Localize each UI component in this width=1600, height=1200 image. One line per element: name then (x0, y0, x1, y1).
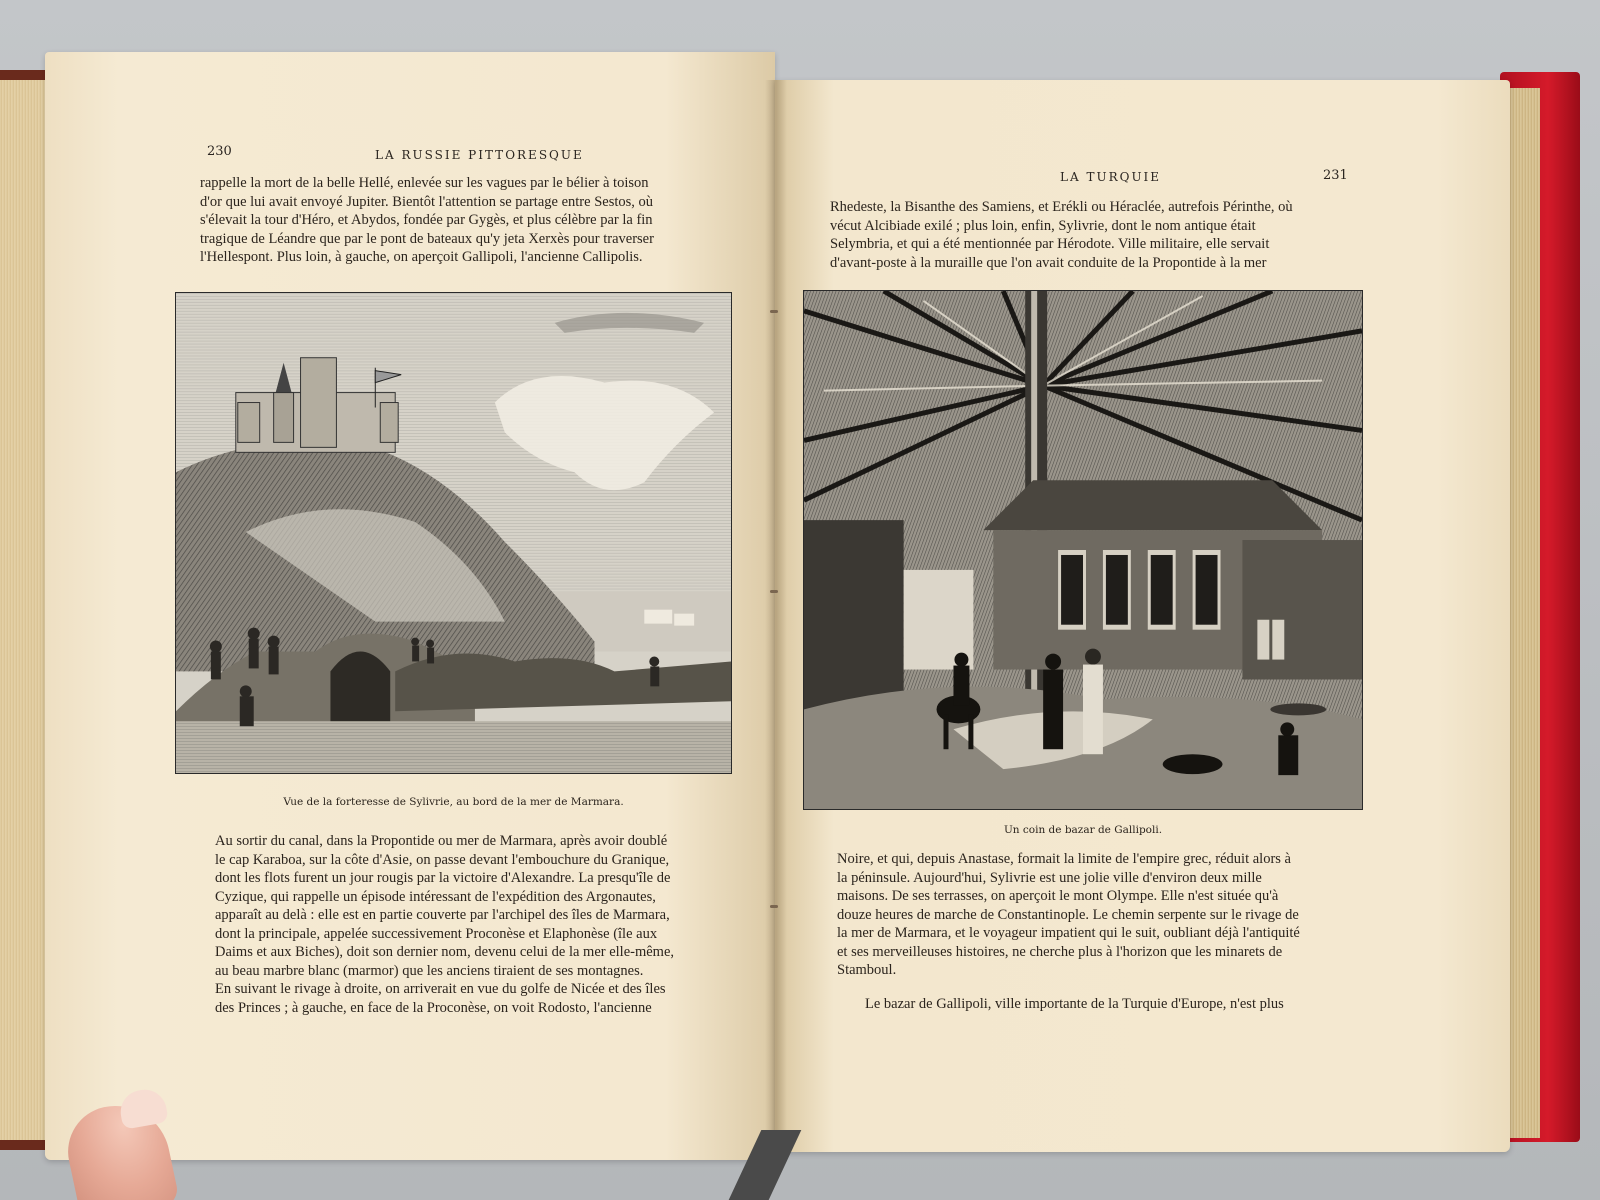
text-line: tragique de Léandre que par le pont de bateaux qu'y jeta Xerxès pour traverser (200, 230, 654, 247)
right-figure-caption: Un coin de bazar de Gallipoli. (1003, 824, 1163, 836)
binding-stitch (770, 310, 778, 313)
text-line: l'Hellespont. Plus loin, à gauche, on aperçoit Gallipoli, l'ancienne Callipolis. (200, 249, 643, 265)
bazaar-engraving (803, 290, 1363, 810)
left-figure-caption: Vue de la forteresse de Sylivrie, au bord de la mer de Marmara. (283, 796, 624, 808)
text-line: Stamboul. (837, 962, 897, 978)
right-top-text (830, 198, 1335, 272)
text-line: le cap Karaboa, sur la côte d'Asie, on passe devant l'embouchure du Granique, (215, 851, 670, 868)
left-bottom-text (215, 832, 770, 1017)
text-line: des Princes ; à gauche, en face de la Proconèse, on voit Rodosto, l'ancienne (215, 999, 652, 1016)
text-line: d'avant-poste à la muraille que l'on avait conduite de la Propontide à la mer (830, 254, 1267, 271)
text-line: Rhedeste, la Bisanthe des Samiens, et Erékli ou Héraclée, autrefois Périnthe, où (830, 199, 1293, 215)
text-line: Selymbria, et qui a été mentionnée par Hérodote. Ville militaire, elle servait (830, 236, 1270, 252)
text-line: douze heures de marche de Constantinople. Le chemin serpente sur le rivage de (837, 906, 1299, 923)
text-line: et ses merveilleuses histoires, ne cherche plus à l'horizon que les minarets de (837, 943, 1283, 960)
right-page (775, 80, 1510, 1152)
text-line: dont la principale, appelée successivement Proconèse et Elaphonèse (île aux (215, 925, 658, 942)
left-running-head: LA RUSSIE PITTORESQUE (375, 148, 584, 162)
left-top-text (200, 174, 755, 267)
text-line: Au sortir du canal, dans la Propontide ou mer de Marmara, après avoir doublé (215, 833, 668, 849)
fortress-engraving (175, 292, 732, 774)
text-line: dont les flots furent un jour rougis par la victoire d'Alexandre. La presqu'île de (215, 870, 671, 886)
text-line: s'élevait la tour d'Héro, et Abydos, fondée par Gygès, et plus célèbre par la fin (200, 212, 653, 228)
text-line: apparaît au delà : elle est en partie couverte par l'archipel des îles de Marmara, (215, 907, 670, 923)
left-page-number: 230 (207, 144, 232, 159)
text-line: au beau marbre blanc (marmor) que les anciens tiraient de ses montagnes. (215, 962, 644, 979)
text-line: Noire, et qui, depuis Anastase, formait la limite de l'empire grec, réduit alors à (837, 851, 1291, 867)
text-line: la péninsule. Aujourd'hui, Sylivrie est une jolie ville d'environ deux mille (837, 869, 1262, 886)
text-line: vécut Alcibiade exilé ; plus loin, enfin, Sylivrie, dont le nom antique était (830, 217, 1256, 234)
left-page (45, 52, 775, 1160)
binding-stitch (770, 905, 778, 908)
right-bottom-text (837, 850, 1337, 980)
right-last-line: Le bazar de Gallipoli, ville importante de la Turquie d'Europe, n'est plus (865, 996, 1284, 1012)
text-line: rappelle la mort de la belle Hellé, enlevée sur les vagues par le bélier à toison (200, 175, 649, 191)
right-page-number: 231 (1323, 168, 1348, 183)
binding-stitch (770, 590, 778, 593)
book-gutter (765, 80, 787, 1160)
text-line: maisons. De ses terrasses, on aperçoit le mont Olympe. Elle n'est située qu'à (837, 888, 1279, 904)
text-line: d'or que lui avait envoyé Jupiter. Bientôt l'attention se partage entre Sestos, où (200, 193, 654, 210)
text-line: Daims et aux Biches), doit son dernier nom, devenu celui de la mer elle-même, (215, 944, 675, 960)
text-line: Cyzique, qui rappelle un épisode intéressant de l'expédition des Argonautes, (215, 888, 656, 905)
right-running-head: LA TURQUIE (1060, 170, 1162, 184)
text-line: la mer de Marmara, et le voyageur impatient qui le suit, oubliant déjà l'antiquité (837, 925, 1300, 941)
text-line: En suivant le rivage à droite, on arriverait en vue du golfe de Nicée et des îles (215, 981, 666, 997)
